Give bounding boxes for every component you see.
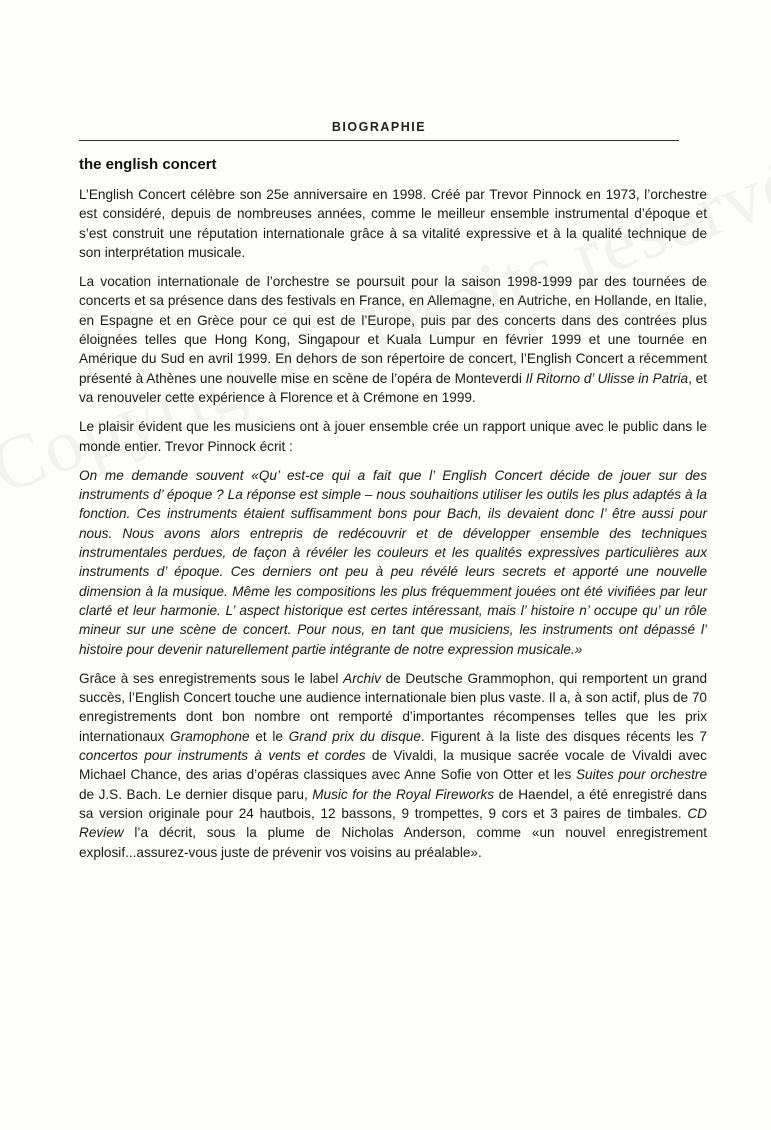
page-title: the english concert: [79, 156, 217, 173]
text-segment: de Deutsche Grammophon, qui remportent un grand succès, l’English Concert touche une audience internationale bien plus vaste. Il a, à son actif, plus de 70 enregistrements dont bon nombre ont remporté d’importantes récompenses telles que les prix internationaux: [79, 670, 707, 744]
text-segment: de Haendel, a été enregistré dans sa version originale pour 24 hautbois, 12 bassons, 9 trompettes, 9 cors et 3 paires de timbales.: [79, 786, 707, 821]
italic-text: Music for the Royal Fireworks: [312, 786, 495, 802]
section-header: [79, 118, 679, 141]
biography-content: [79, 156, 707, 872]
quote-paragraph: [79, 466, 707, 659]
italic-text: CD Review: [79, 805, 707, 841]
body-paragraph: [79, 417, 707, 456]
body-paragraph: [79, 669, 707, 862]
section-header-label: BIOGRAPHIE: [331, 120, 427, 134]
text-segment: Le plaisir évident que les musiciens ont à jouer ensemble crée un rapport unique avec le public dans le monde entier. Trevor Pinnock écrit :: [79, 419, 707, 454]
paragraph-list: [79, 185, 707, 862]
text-segment: Grâce à ses enregistrements sous le label: [79, 670, 344, 686]
italic-text: concertos pour instruments à vents et cordes: [79, 748, 366, 764]
italic-text: Archiv: [343, 670, 381, 686]
italic-text: On me demande souvent «Qu’ est-ce qui a fait que l’ English Concert décide de jouer sur des instruments d’ époque ? La réponse est simple – nous souhaitions utiliser les outils les plus adaptés à la fonction. Ces instruments étaient suffisamment bons pour Bach, ils devaient donc l’ être aussi pour nous. Nous avons alors entrepris de redécouvrir et de développer ensemble des techniques instrumentales perdues, de façon à révéler les couleurs et les qualités expressives particulières aux instruments d’ époque. Ces derniers ont peu à peu révélé leurs secrets et apporté une nouvelle dimension à la musique. Même les compositions les plus fréquemment jouées ont été vivifiées par leur clarté et leur harmonie. L’ aspect historique est certes intéressant, mais l’ histoire n’ occupe qu’ un rôle mineur sur une scène de concert. Pour nous, en tant que musiciens, les instruments ont dépassé l’ histoire pour devenir naturellement partie intégrante de notre expression musicale.»: [79, 467, 707, 657]
text-segment: . Figurent à la liste des disques récents les 7: [420, 728, 707, 744]
italic-text: Suites pour orchestre: [575, 767, 707, 783]
italic-text: Il Ritorno d’ Ulisse in Patria: [525, 370, 689, 386]
text-segment: et le: [249, 728, 289, 744]
italic-text: Gramophone: [170, 728, 250, 744]
body-paragraph: [79, 272, 707, 407]
text-segment: La vocation internationale de l’orchestre se poursuit pour la saison 1998-1999 par des tournées de concerts et sa présence dans des festivals en France, en Allemagne, en Autriche, en Hollande, en Italie, en Espagne et en Grèce pour ce qui est de l’Europe, puis par des concerts dans des contrées plus éloignées telles que Hong Kong, Singapour et Kuala Lumpur en février 1999 et une tournée en Amérique du Sud en avril 1999. En dehors de son répertoire de concert, l’English Concert a récemment présenté à Athènes une nouvelle mise en scène de l’opéra de Monteverdi: [79, 274, 707, 386]
body-paragraph: [79, 185, 707, 262]
text-segment: de J.S. Bach. Le dernier disque paru,: [79, 786, 313, 802]
text-segment: L’English Concert célèbre son 25e anniversaire en 1998. Créé par Trevor Pinnock en 1973, l’orchestre est considéré, depuis de nombreuses années, comme le meilleur ensemble instrumental d’époque et s’est construit une réputation internationale grâce à sa vitalité expressive et à la qualité technique de son interprétation musicale.: [79, 187, 707, 260]
text-segment: de Vivaldi, la musique sacrée vocale de Vivaldi avec Michael Chance, des arias d’opéras classiques avec Anne Sofie von Otter et les: [79, 748, 707, 783]
text-segment: l’a décrit, sous la plume de Nicholas Anderson, comme «un nouvel enregistrement explosif...assurez-vous juste de prévenir vos voisins au préalable».: [79, 825, 707, 860]
italic-text: Grand prix du disque: [288, 728, 421, 744]
text-segment: , et va renouveler cette expérience à Florence et à Crémone en 1999.: [79, 370, 708, 405]
